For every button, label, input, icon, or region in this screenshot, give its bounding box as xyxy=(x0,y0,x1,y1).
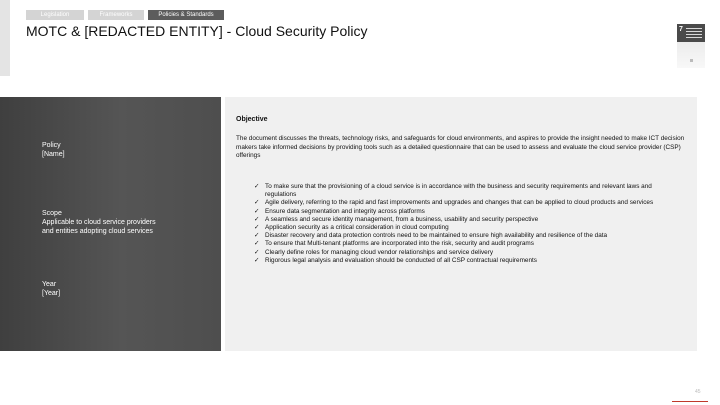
tab-legislation[interactable]: Legislation xyxy=(26,10,84,20)
check-icon: ✓ xyxy=(254,215,260,223)
list-item-text: Ensure data segmentation and integrity across platforms xyxy=(265,207,425,215)
check-icon: ✓ xyxy=(254,232,260,240)
list-item-text: Rigorous legal analysis and evaluation should be conducted of all CSP contractual requirements xyxy=(265,256,538,264)
policy-label: Policy xyxy=(42,142,61,149)
list-item xyxy=(254,224,682,232)
page-title: MOTC & [REDACTED ENTITY] - Cloud Security Policy xyxy=(26,23,368,39)
check-icon: ✓ xyxy=(254,256,260,264)
list-item-text: Clearly define roles for managing cloud vendor relationships and service delivery xyxy=(265,248,494,256)
policy-value: [Name] xyxy=(42,151,65,158)
list-item-text: A seamless and secure identity management, from a business, usability and security perspective xyxy=(265,215,539,223)
list-item xyxy=(254,249,682,257)
list-item xyxy=(254,257,682,265)
check-icon: ✓ xyxy=(254,207,260,215)
scope-line-2: and entities adopting cloud services xyxy=(42,228,153,235)
left-accent-strip xyxy=(0,0,10,76)
list-item xyxy=(254,240,682,248)
objective-description: The document discusses the threats, technology risks, and safeguards for cloud environments, and aspires to provide the insight needed to make ICT decision makers take informed decisions by providing tools such as a detailed questionnaire that can be used to assess and evaluate the cloud service provider (CSP) offerings xyxy=(236,135,685,159)
logo-number: 7 xyxy=(679,26,683,33)
objective-panel xyxy=(225,97,697,351)
logo xyxy=(677,24,705,68)
list-item-text: Agile delivery, referring to the rapid and fast improvements and upgrades and changes that can be applied to cloud products and services xyxy=(265,199,654,207)
scope-line-1: Applicable to cloud service providers xyxy=(42,219,156,226)
year-block xyxy=(42,280,60,298)
logo-fade xyxy=(677,42,705,68)
list-item-text: To ensure that Multi-tenant platforms are incorporated into the risk, security and audit programs xyxy=(265,240,534,248)
check-icon: ✓ xyxy=(254,183,260,190)
footer-accent-line xyxy=(672,401,708,402)
logo-text-lines xyxy=(686,28,702,38)
list-item xyxy=(254,199,682,207)
scope-label: Scope xyxy=(42,210,62,217)
check-icon: ✓ xyxy=(254,248,260,256)
list-item-text: Application security as a critical consideration in cloud computing xyxy=(265,224,449,232)
list-item xyxy=(254,216,682,224)
section-tabs xyxy=(26,10,224,20)
list-item xyxy=(254,208,682,216)
year-value: [Year] xyxy=(42,290,61,297)
list-item-text: To make sure that the provisioning of a cloud service is in accordance with the business and security requirements and relevant laws and regulations xyxy=(265,183,652,199)
tab-frameworks[interactable]: Frameworks xyxy=(88,10,144,20)
policy-block xyxy=(42,141,65,159)
objective-bullet-list xyxy=(254,183,682,265)
check-icon: ✓ xyxy=(254,224,260,232)
logo-mark xyxy=(677,24,705,42)
year-label: Year xyxy=(42,281,57,288)
list-item-text: Disaster recovery and data protection controls need to be maintained to ensure high availability and resilience of the data xyxy=(265,232,608,240)
policy-meta-panel xyxy=(0,97,221,351)
tab-policies-standards[interactable]: Policies & Standards xyxy=(148,10,224,20)
list-item xyxy=(254,232,682,240)
list-item xyxy=(254,183,682,199)
page-number: 45 xyxy=(695,389,701,395)
objective-heading: Objective xyxy=(236,116,268,123)
check-icon: ✓ xyxy=(254,240,260,248)
check-icon: ✓ xyxy=(254,199,260,207)
scope-block xyxy=(42,209,156,236)
